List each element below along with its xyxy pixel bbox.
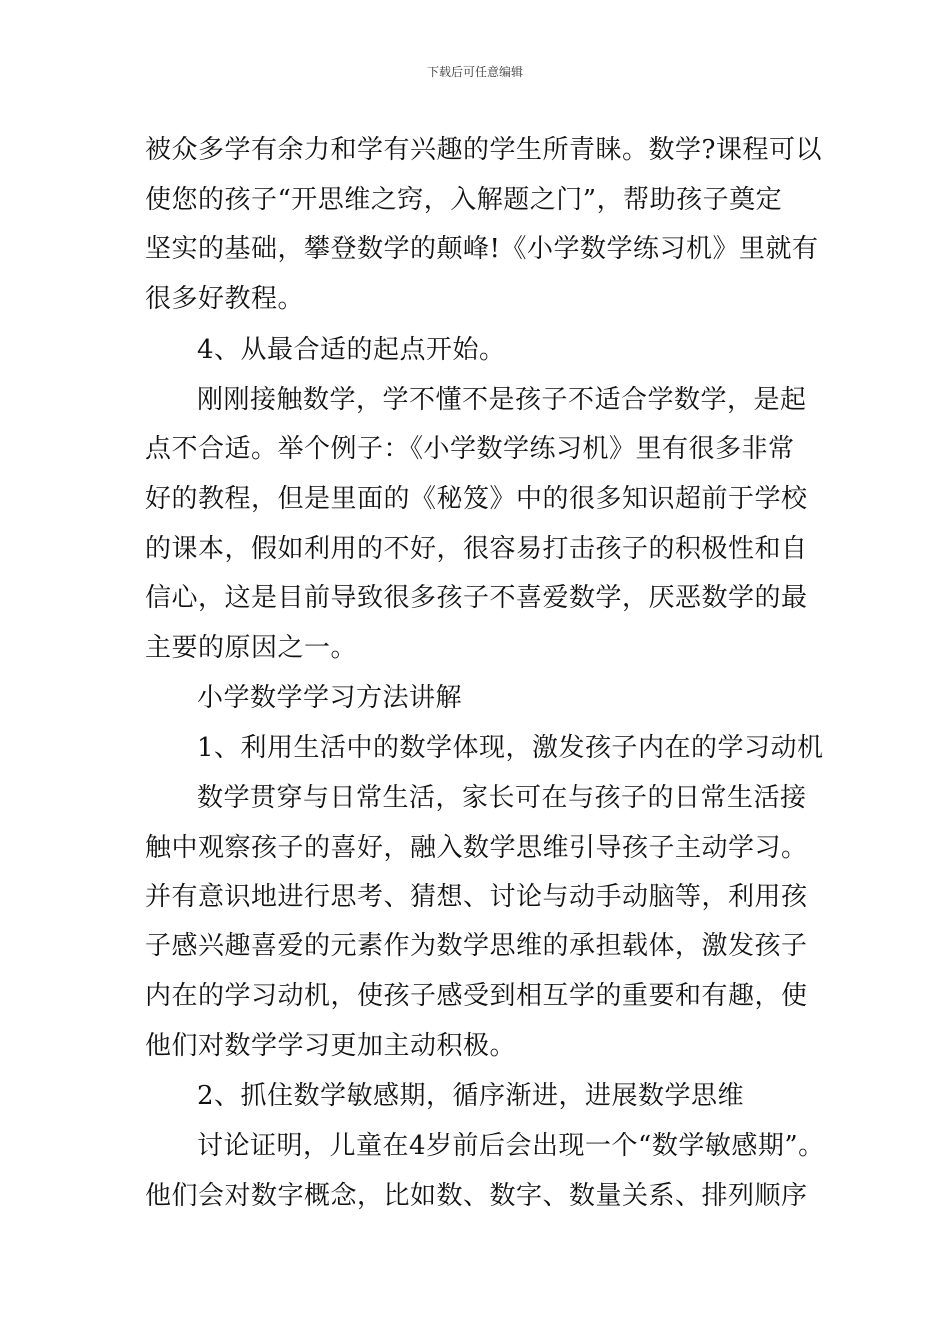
text-line: 很多好教程。 — [145, 284, 305, 314]
text-line: 坚实的基础，攀登数学的颠峰!《小学数学练习机》里就有 — [145, 234, 819, 264]
text-line: 被众多学有余力和学有兴趣的学生所青睐。数学?课程可以 — [145, 135, 822, 165]
text-line: 内在的学习动机，使孩子感受到相互学的重要和有趣，使 — [145, 981, 808, 1011]
text-line: 他们会对数字概念，比如数、数字、数量关系、排列顺序 — [145, 1181, 808, 1211]
text-line: 讨论证明，儿童在4岁前后会出现一个“数学敏感期”。 — [197, 1131, 825, 1161]
text-line: 使您的孩子“开思维之窍，入解题之门”，帮助孩子奠定 — [145, 185, 783, 215]
text-line: 子感兴趣喜爱的元素作为数学思维的承担载体，激发孩子 — [145, 931, 808, 961]
text-line: 他们对数学学习更加主动积极。 — [145, 1031, 517, 1061]
text-line: 点不合适。举个例子：《小学数学练习机》里有很多非常 — [145, 434, 795, 464]
text-line: 信心，这是目前导致很多孩子不喜爱数学，厌恶数学的最 — [145, 583, 808, 613]
text-line: 主要的原因之一。 — [145, 633, 358, 663]
text-line: 刚刚接触数学，学不懂不是孩子不适合学数学，是起 — [197, 385, 807, 415]
text-line: 好的教程，但是里面的《秘笈》中的很多知识超前于学校 — [145, 484, 808, 514]
text-line: 触中观察孩子的喜好，融入数学思维引导孩子主动学习。 — [145, 833, 808, 863]
section-heading: 2、抓住数学敏感期，循序渐进，进展数学思维 — [197, 1081, 745, 1111]
text-line: 的课本，假如利用的不好，很容易打击孩子的积极性和自 — [145, 534, 808, 564]
text-line: 数学贯穿与日常生活，家长可在与孩子的日常生活接 — [197, 783, 807, 813]
page-header: 下载后可任意编辑 — [426, 65, 523, 79]
section-heading: 4、从最合适的起点开始。 — [197, 335, 506, 365]
section-heading: 1、利用生活中的数学体现，激发孩子内在的学习动机 — [197, 733, 824, 763]
text-line: 并有意识地进行思考、猜想、讨论与动手动脑等，利用孩 — [145, 882, 808, 912]
section-title: 小学数学学习方法讲解 — [197, 683, 463, 713]
